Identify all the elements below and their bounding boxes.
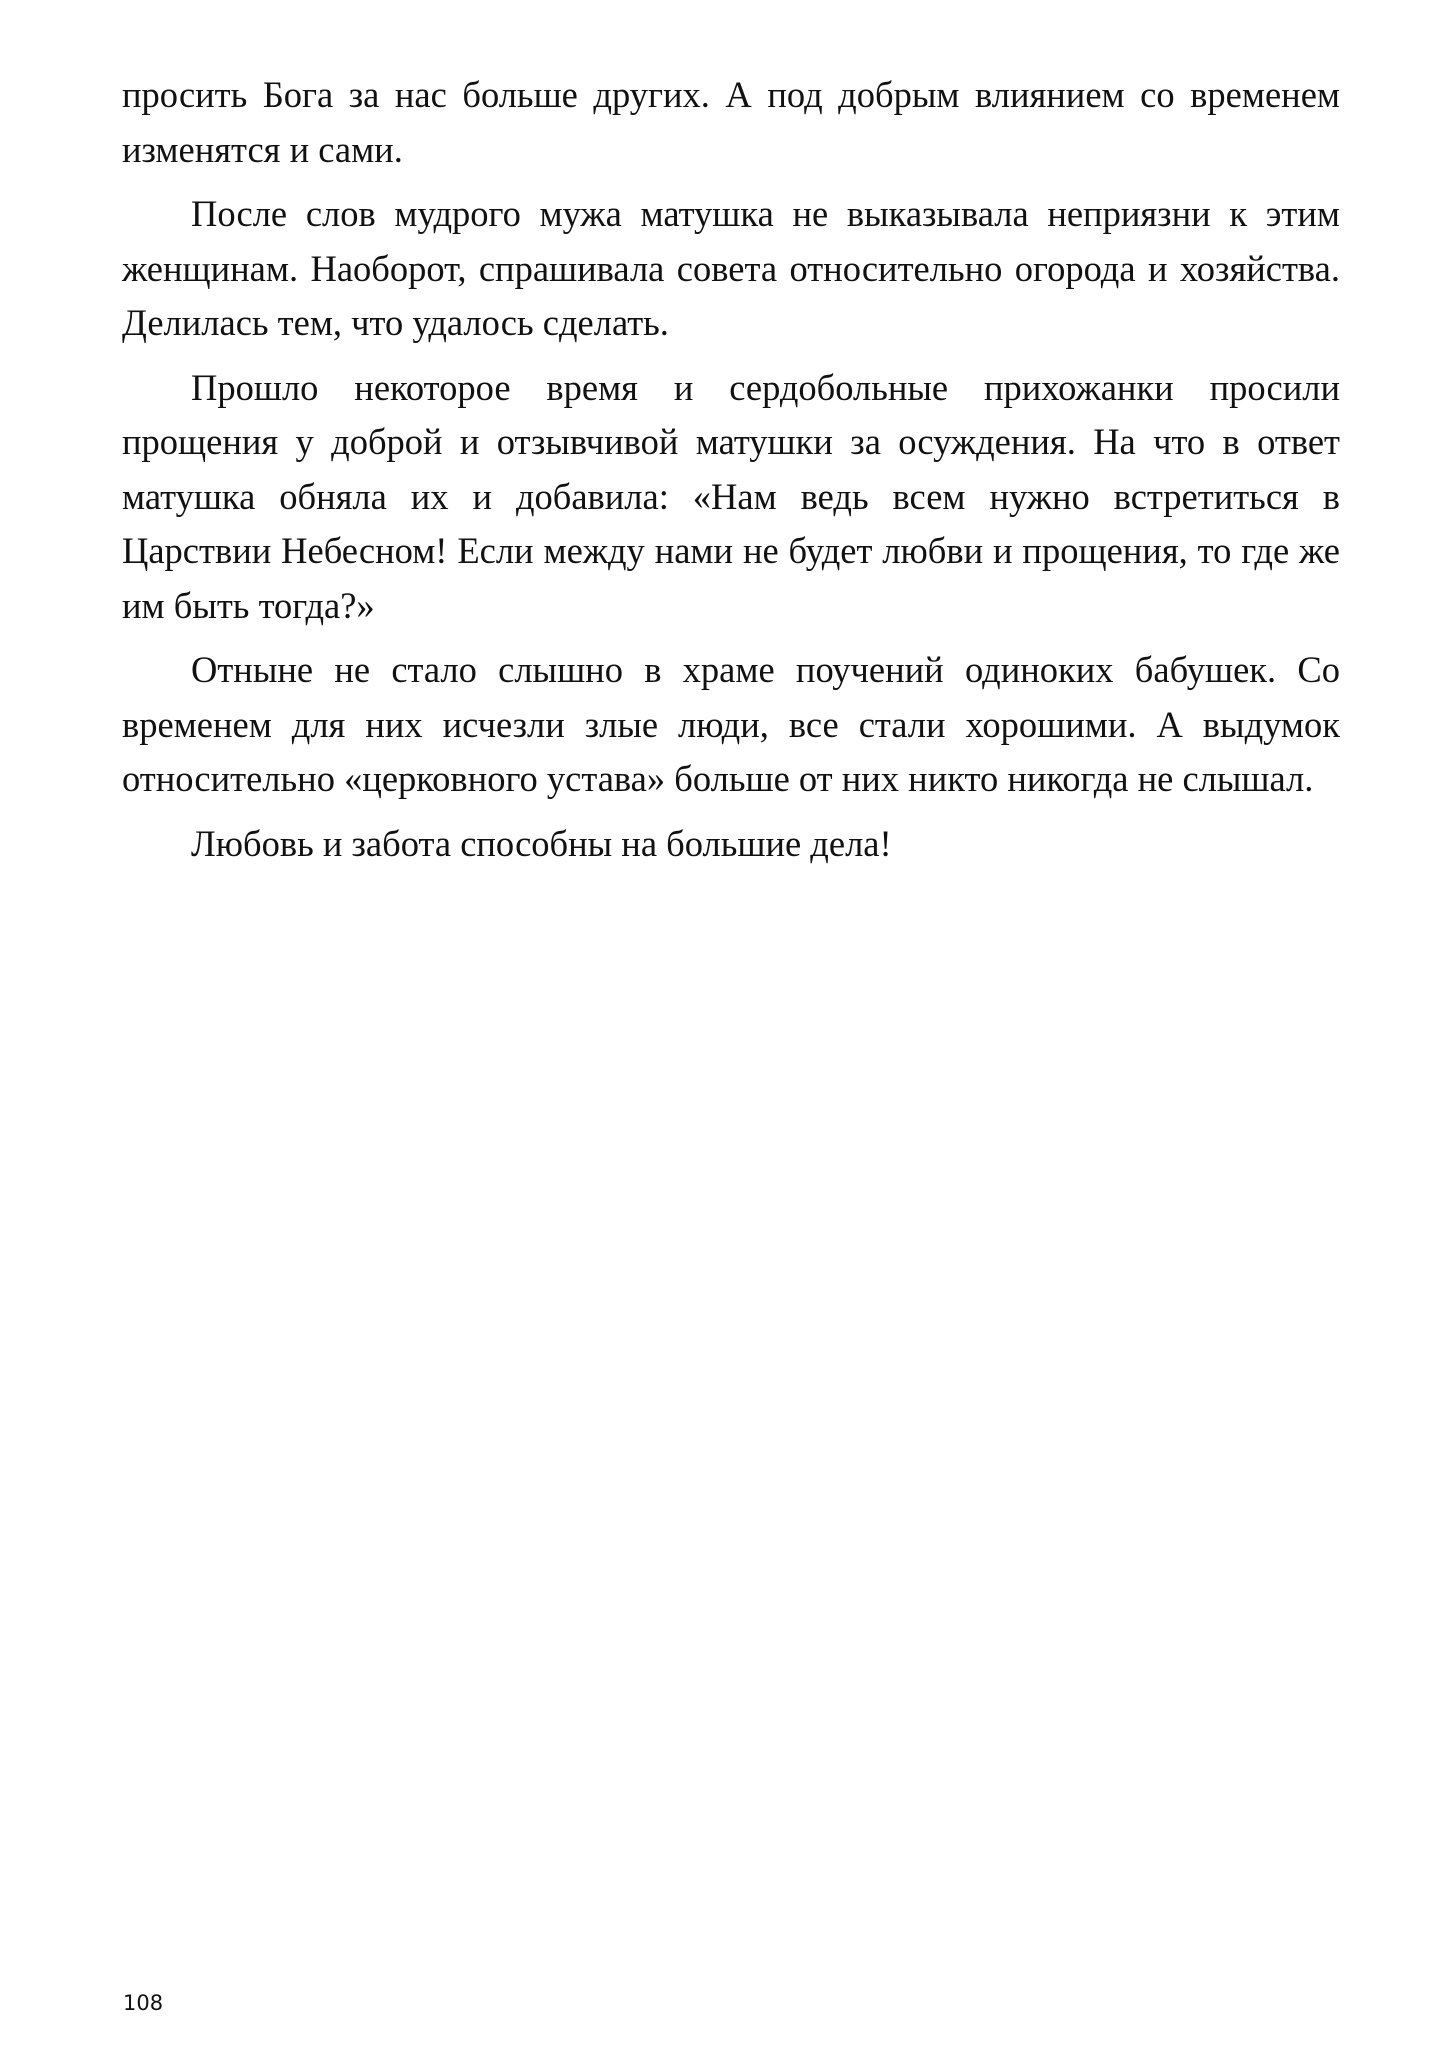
- paragraph-5: Любовь и забота способны на большие дела!: [191, 822, 892, 864]
- page-number: 108: [123, 1991, 164, 2015]
- paragraph-3: Прошло некоторое время и сердобольные прихожанки просили прощения у доброй и отзывчивой матушки за осуждения. На что в ответ матушка обняла их и добавила: «Нам ведь всем нужно встретиться в Царствии Небесном! Если между нами не будет любви и прощения, то где же им быть тогда?»: [122, 366, 1340, 626]
- page-body: [122, 68, 1340, 881]
- paragraph-4: Отныне не стало слышно в храме поучений одиноких бабушек. Со временем для них исчезли злые люди, все стали хорошими. А выдумок относительно «церковного устава» больше от них никто никогда не слышал.: [122, 649, 1340, 799]
- paragraph-1: просить Бога за нас больше других. А под добрым влиянием со временем изменятся и сами.: [122, 74, 1340, 170]
- paragraph-2: После слов мудрого мужа матушка не выказывала неприязни к этим женщинам. Наоборот, спрашивала совета относительно огорода и хозяйства. Делилась тем, что удалось сделать.: [122, 193, 1340, 343]
